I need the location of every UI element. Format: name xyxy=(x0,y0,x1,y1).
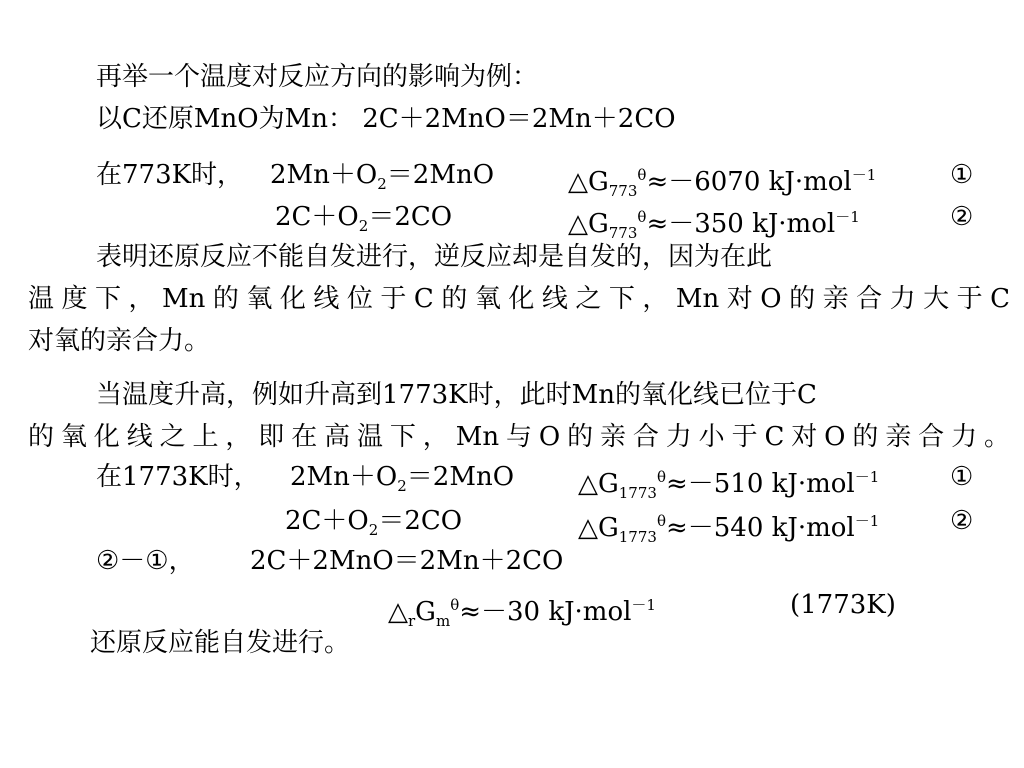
combine-label: ②－①， xyxy=(96,546,195,576)
t1773-prefix: 在1773K时， xyxy=(96,462,260,492)
combine-equation: 2C＋2MnO＝2Mn＋2CO xyxy=(250,546,564,576)
para2-line-1: 当温度升高，例如升高到1773K时，此时Mn的氧化线已位于C xyxy=(96,380,817,410)
intro-line-1: 再举一个温度对反应方向的影响为例： xyxy=(96,62,539,92)
t773-prefix: 在773K时， xyxy=(96,160,244,190)
t1773-equation-1: $2Mn+O_2=2MnO$ xyxy=(290,462,515,495)
t1773-equation-2: $2C+O_2=2CO$ xyxy=(285,506,463,539)
conclusion-line: 还原反应能自发进行。 xyxy=(90,628,351,658)
t1773-marker-1: ① xyxy=(950,462,974,492)
para1-line-1: 表明还原反应不能自发进行，逆反应却是自发的，因为在此 xyxy=(96,242,773,272)
t773-marker-1: ① xyxy=(950,160,974,190)
t773-delta-g-2: $\triangle G_{773}^\theta\approx-350$ kJ·mol$^{-1}$ xyxy=(568,208,860,242)
t1773-delta-g-1: $\triangle G_{1773}^\theta\approx-510$ kJ·mol$^{-1}$ xyxy=(578,468,880,502)
t773-equation-1: $2Mn+O_2=2MnO$ xyxy=(270,160,495,193)
para1-line-2: 温度下，Mn的氧化线位于C的氧化线之下，Mn对O的亲合力大于C xyxy=(28,284,1010,314)
intro-line-2: 以C还原MnO为Mn： 2C＋2MnO＝2Mn＋2CO xyxy=(96,104,676,134)
t1773-marker-2: ② xyxy=(950,506,974,536)
t1773-delta-g-2: $\triangle G_{1773}^\theta\approx-540$ kJ·mol$^{-1}$ xyxy=(578,512,880,546)
t773-marker-2: ② xyxy=(950,202,974,232)
para2-line-2: 的氧化线之上，即在高温下，Mn与O的亲合力小于C对O的亲合力。 xyxy=(28,422,1010,452)
combine-temperature: (1773K) xyxy=(790,590,896,620)
t773-delta-g-1: $\triangle G_{773}^\theta\approx-6070$ kJ·mol$^{-1}$ xyxy=(568,166,877,200)
combine-delta-g: $\triangle_rG_m^\theta\approx-30$ kJ·mol$^{-1}$ xyxy=(388,596,656,630)
t773-equation-2: $2C+O_2=2CO$ xyxy=(275,202,453,235)
para1-line-3: 对氧的亲合力。 xyxy=(28,326,211,356)
